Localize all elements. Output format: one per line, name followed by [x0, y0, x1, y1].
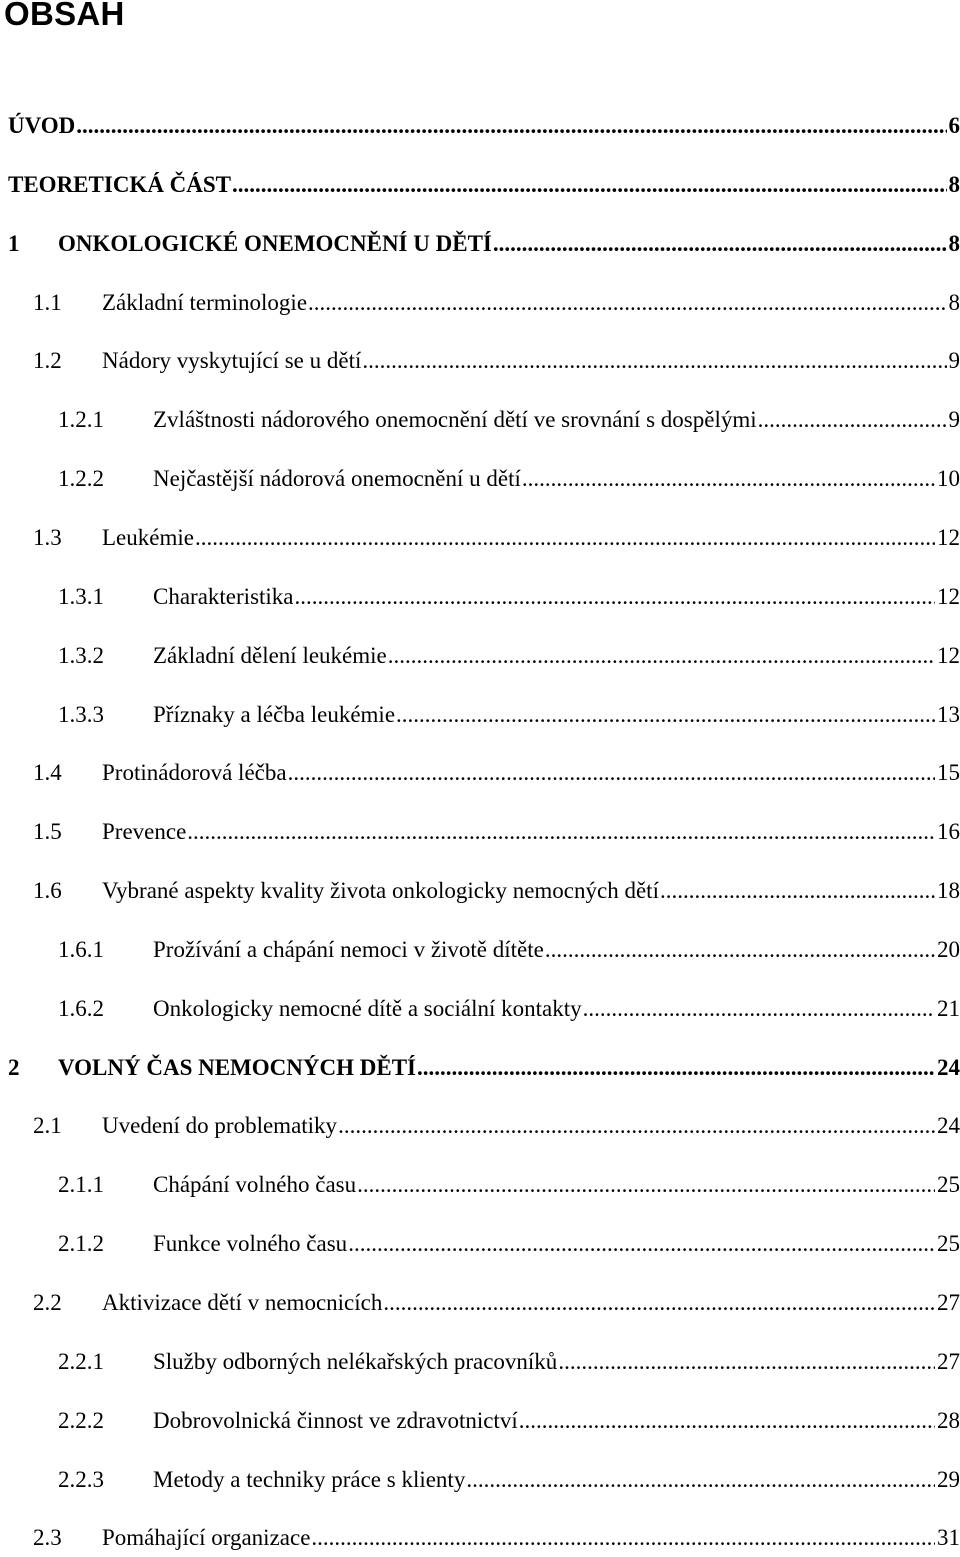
toc-entry-number: 1.5	[33, 819, 62, 845]
toc-dot-leader	[493, 226, 947, 262]
toc-entry[interactable]	[58, 932, 960, 968]
toc-entry-label: Charakteristika	[153, 583, 294, 609]
toc-entry-number: 2.1.1	[58, 1172, 104, 1198]
toc-entry-page-number: 10	[937, 466, 960, 492]
toc-entry-label: Prevence	[102, 819, 187, 845]
toc-entry-number: 2.3	[33, 1525, 62, 1551]
toc-entry-number: 1.3.2	[58, 642, 104, 668]
toc-entry-label: Protinádorová léčba	[102, 760, 287, 786]
toc-entry-number: 2.2.3	[58, 1466, 104, 1492]
toc-dot-leader	[758, 402, 947, 438]
toc-entry-number: 1.2	[33, 348, 62, 374]
toc-entry-number: 2.1	[33, 1113, 62, 1139]
toc-entry-label: Metody a techniky práce s klienty	[153, 1466, 466, 1492]
toc-entry[interactable]	[8, 167, 960, 203]
toc-entry[interactable]	[58, 1167, 960, 1203]
toc-entry[interactable]	[33, 755, 960, 791]
toc-entry-number: 1.6.1	[58, 936, 104, 962]
toc-entry-label: Dobrovolnická činnost ve zdravotnictví	[153, 1407, 518, 1433]
toc-entry-page-number: 18	[937, 878, 960, 904]
toc-entry-page-number: 24	[937, 1113, 960, 1139]
toc-dot-leader	[195, 520, 935, 556]
toc-entry[interactable]	[33, 873, 960, 909]
toc-entry[interactable]	[8, 226, 960, 262]
toc-entry[interactable]	[58, 697, 960, 733]
toc-entry[interactable]	[58, 1344, 960, 1380]
toc-entry[interactable]	[58, 402, 960, 438]
toc-entry-label: Základní dělení leukémie	[153, 642, 387, 668]
toc-entry[interactable]	[58, 1462, 960, 1498]
toc-entry-page-number: 29	[937, 1466, 960, 1492]
toc-entry[interactable]	[58, 991, 960, 1027]
toc-entry[interactable]	[58, 638, 960, 674]
toc-entry-page-number: 9	[948, 348, 960, 374]
toc-entry-page-number: 6	[948, 113, 960, 138]
toc-entry-page-number: 16	[937, 819, 960, 845]
toc-entry-number: 2	[8, 1054, 20, 1080]
toc-entry[interactable]	[58, 579, 960, 615]
toc-entry-label: Služby odborných nelékařských pracovníků	[153, 1348, 558, 1374]
toc-entry-number: 1.2.2	[58, 466, 104, 492]
toc-dot-leader	[357, 1167, 935, 1203]
toc-dot-leader	[295, 579, 935, 615]
toc-dot-leader	[583, 991, 935, 1027]
toc-entry-number: 1.6.2	[58, 995, 104, 1021]
toc-entry-page-number: 13	[937, 701, 960, 727]
toc-entry-page-number: 31	[937, 1525, 960, 1551]
toc-dot-leader	[466, 1462, 935, 1498]
toc-entry-number: 2.2.2	[58, 1407, 104, 1433]
toc-entry-page-number: 8	[948, 230, 960, 256]
toc-dot-leader	[311, 1520, 935, 1556]
toc-entry-page-number: 27	[937, 1348, 960, 1374]
toc-dot-leader	[558, 1344, 935, 1380]
toc-entry-label: Základní terminologie	[102, 289, 308, 315]
toc-entry[interactable]	[33, 814, 960, 850]
toc-entry-label: Funkce volného času	[153, 1231, 348, 1257]
toc-entry-number: 1.3	[33, 524, 62, 550]
toc-entry-number: 2.1.2	[58, 1231, 104, 1257]
toc-entry[interactable]	[58, 1403, 960, 1439]
toc-entry-label: Onkologicky nemocné dítě a sociální kontakty	[153, 995, 582, 1021]
toc-entry-number: 1.2.1	[58, 407, 104, 433]
toc-entry[interactable]	[33, 520, 960, 556]
toc-entry-label: VOLNÝ ČAS NEMOCNÝCH DĚTÍ	[58, 1054, 416, 1080]
toc-entry-page-number: 24	[937, 1054, 960, 1080]
toc-dot-leader	[348, 1226, 935, 1262]
toc-entry-page-number: 28	[937, 1407, 960, 1433]
toc-entry[interactable]	[33, 1285, 960, 1321]
toc-entry-label: Nejčastější nádorová onemocnění u dětí	[153, 466, 521, 492]
toc-dot-leader	[362, 343, 946, 379]
toc-entry-page-number: 25	[937, 1172, 960, 1198]
toc-dot-leader	[660, 873, 935, 909]
toc-entry-number: 1.6	[33, 878, 62, 904]
toc-entry-number: 2.2	[33, 1290, 62, 1315]
toc-entry-number: 1.3.3	[58, 701, 104, 727]
toc-entry-number: 1.1	[33, 289, 62, 315]
toc-dot-leader	[308, 285, 946, 321]
toc-entry-number: 1.3.1	[58, 583, 104, 609]
toc-entry-label: Uvedení do problematiky	[102, 1113, 338, 1139]
toc-entry-page-number: 12	[937, 524, 960, 550]
toc-entry-label: Pomáhající organizace	[102, 1525, 311, 1551]
toc-entry-label: Vybrané aspekty kvality života onkologicky nemocných dětí	[102, 878, 659, 904]
toc-entry[interactable]	[58, 1226, 960, 1262]
toc-entry-page-number: 27	[937, 1290, 960, 1315]
toc-entry-label: ONKOLOGICKÉ ONEMOCNĚNÍ U DĚTÍ	[58, 230, 492, 256]
toc-entry[interactable]	[33, 343, 960, 379]
toc-dot-leader	[76, 108, 946, 144]
toc-entry[interactable]	[58, 461, 960, 497]
toc-dot-leader	[232, 167, 946, 203]
toc-entry-label: TEORETICKÁ ČÁST	[8, 171, 232, 197]
toc-entry[interactable]	[8, 1050, 960, 1086]
toc-dot-leader	[522, 461, 935, 497]
toc-entry-number: 1.4	[33, 760, 62, 786]
toc-dot-leader	[187, 814, 935, 850]
toc-entry[interactable]	[8, 108, 960, 144]
toc-entry-page-number: 9	[948, 407, 960, 433]
toc-entry-number: 1	[8, 230, 20, 256]
toc-entry-label: Leukémie	[102, 524, 194, 550]
toc-dot-leader	[396, 697, 935, 733]
toc-dot-leader	[388, 638, 935, 674]
toc-entry[interactable]	[33, 1520, 960, 1556]
toc-entry-label: Zvláštnosti nádorového onemocnění dětí ve srovnání s dospělými	[153, 407, 757, 433]
toc-entry-label: Prožívání a chápání nemoci v životě dítěte	[153, 936, 544, 962]
toc-entry[interactable]	[33, 1108, 960, 1144]
toc-entry-page-number: 20	[937, 936, 960, 962]
toc-entry-label: Aktivizace dětí v nemocnicích	[102, 1290, 383, 1315]
toc-dot-leader	[519, 1403, 935, 1439]
toc-entry[interactable]	[33, 285, 960, 321]
toc-dot-leader	[417, 1050, 935, 1086]
toc-dot-leader	[383, 1285, 935, 1321]
toc-entry-page-number: 21	[937, 995, 960, 1021]
toc-dot-leader	[545, 932, 935, 968]
toc-entry-label: Příznaky a léčba leukémie	[153, 701, 396, 727]
toc-entry-page-number: 12	[937, 583, 960, 609]
toc-entry-page-number: 12	[937, 642, 960, 668]
toc-entry-label: Nádory vyskytující se u dětí	[102, 348, 362, 374]
toc-entry-page-number: 15	[937, 760, 960, 786]
toc-entry-label: Chápání volného času	[153, 1172, 357, 1198]
toc-entry-page-number: 8	[948, 171, 960, 197]
page-title: OBSAH	[4, 0, 125, 32]
toc-dot-leader	[338, 1108, 935, 1144]
toc-entry-number: 2.2.1	[58, 1348, 104, 1374]
toc-entry-page-number: 8	[948, 289, 960, 315]
toc-entry-label: ÚVOD	[8, 113, 76, 138]
toc-dot-leader	[288, 755, 935, 791]
toc-entry-page-number: 25	[937, 1231, 960, 1257]
